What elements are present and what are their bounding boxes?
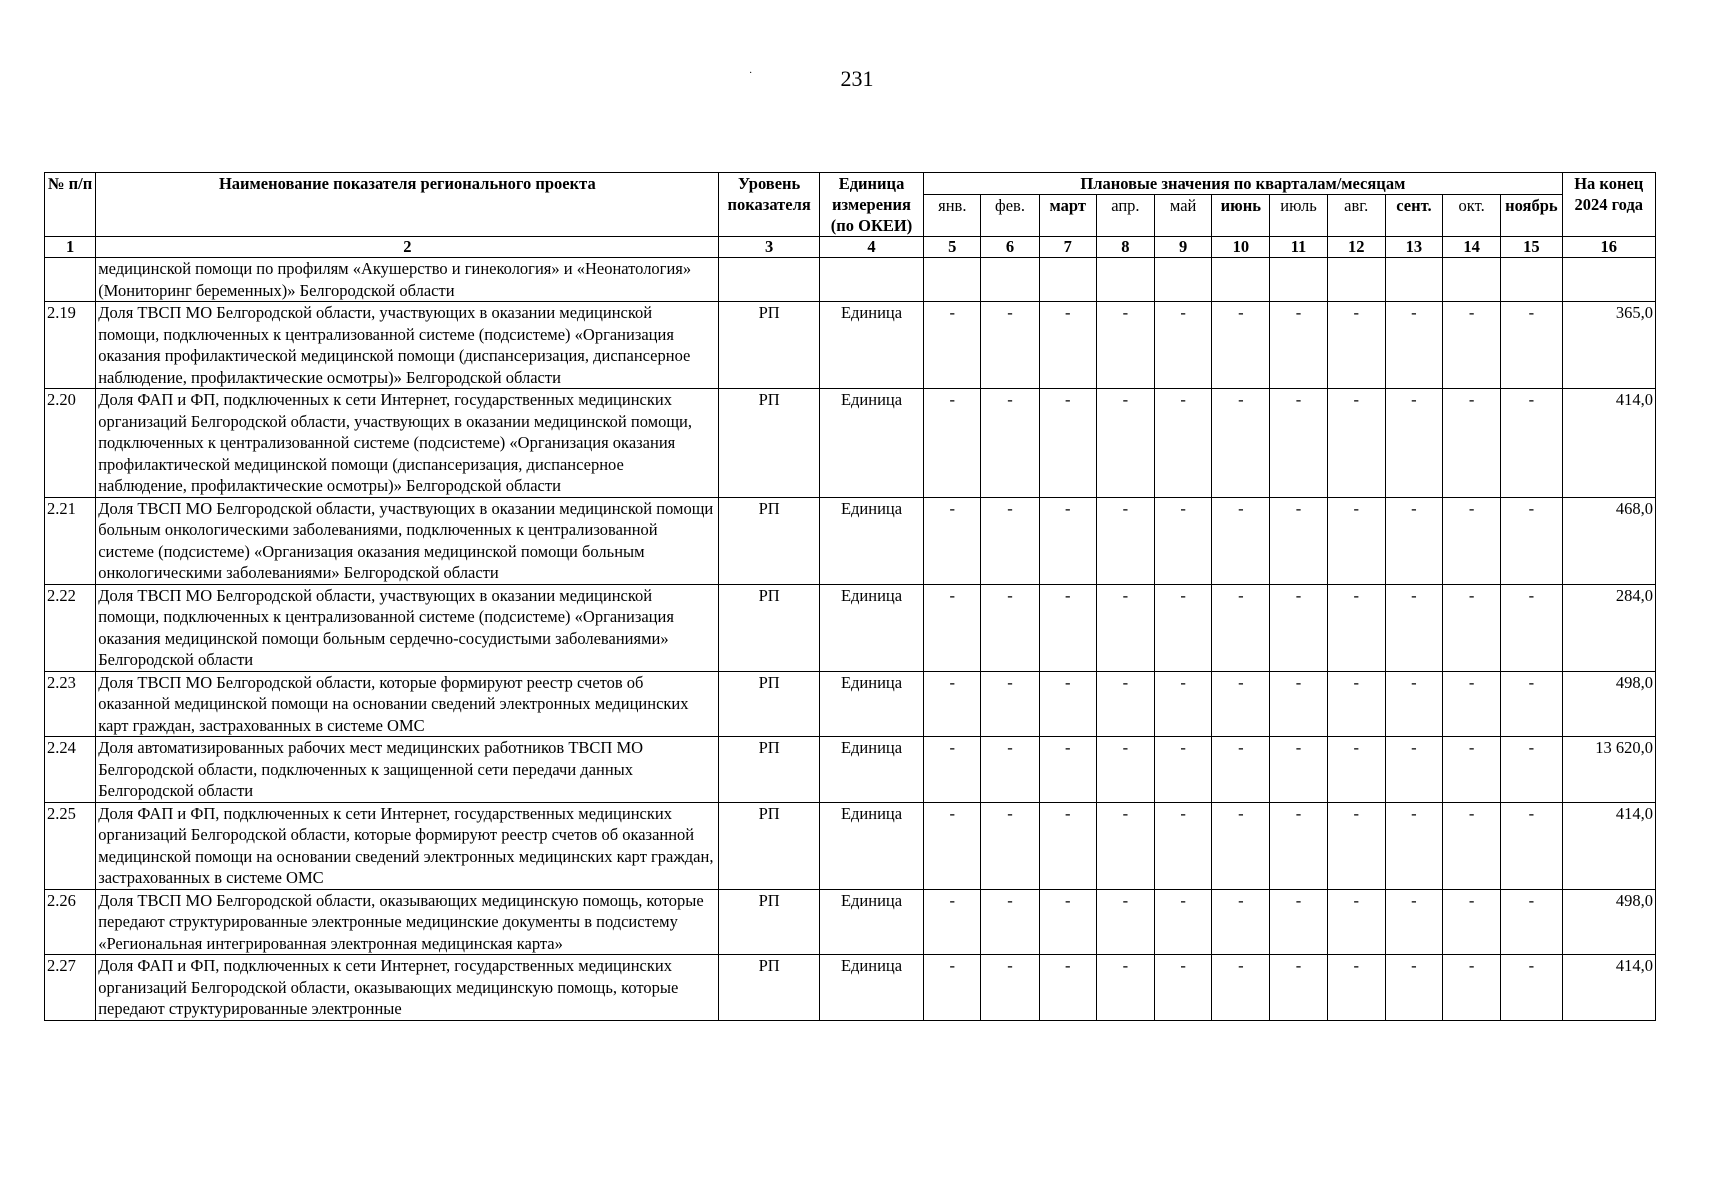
- month-value: -: [924, 737, 981, 803]
- month-value: -: [1039, 737, 1096, 803]
- month-value: -: [981, 389, 1039, 498]
- header-month: март: [1039, 195, 1096, 237]
- month-value: -: [1443, 955, 1501, 1021]
- header-unit: Единица измерения (по ОКЕИ): [819, 173, 923, 237]
- month-value: -: [1501, 955, 1562, 1021]
- header-month: май: [1155, 195, 1212, 237]
- month-value: -: [1443, 389, 1501, 498]
- month-value: -: [1270, 889, 1327, 955]
- header-month: фев.: [981, 195, 1039, 237]
- header-end: На конец 2024 года: [1562, 173, 1655, 237]
- row-number: 2.24: [45, 737, 96, 803]
- indicator-name: Доля ТВСП МО Белгородской области, которые формируют реестр счетов об оказанной медицинской помощи на основании сведений электронных медицинских карт граждан, застрахованных в системе ОМС: [96, 671, 719, 737]
- month-value: -: [1501, 737, 1562, 803]
- header-month: авг.: [1327, 195, 1385, 237]
- month-value: -: [1327, 497, 1385, 584]
- month-value: -: [1501, 889, 1562, 955]
- indicator-level: РП: [719, 955, 819, 1021]
- column-number: 7: [1039, 237, 1096, 258]
- month-value: -: [1096, 889, 1154, 955]
- month-value: -: [981, 737, 1039, 803]
- month-value: -: [1443, 302, 1501, 389]
- month-value: -: [924, 302, 981, 389]
- row-number: 2.21: [45, 497, 96, 584]
- year-end-value: 13 620,0: [1562, 737, 1655, 803]
- continuation-name: медицинской помощи по профилям «Акушерство и гинекология» и «Неонатология» (Мониторинг беременных)» Белгородской области: [96, 258, 719, 302]
- month-value: -: [1270, 584, 1327, 671]
- month-value: -: [1096, 802, 1154, 889]
- column-number: 9: [1155, 237, 1212, 258]
- month-value: -: [1270, 302, 1327, 389]
- month-value: -: [1039, 889, 1096, 955]
- month-value: -: [1327, 802, 1385, 889]
- month-value: -: [1327, 737, 1385, 803]
- month-value: -: [1155, 497, 1212, 584]
- month-value: -: [1501, 584, 1562, 671]
- month-value: -: [924, 889, 981, 955]
- year-end-value: 284,0: [1562, 584, 1655, 671]
- month-value: -: [981, 584, 1039, 671]
- month-value: -: [1155, 389, 1212, 498]
- year-end-value: 498,0: [1562, 889, 1655, 955]
- month-value: -: [1096, 389, 1154, 498]
- month-value: -: [1443, 802, 1501, 889]
- indicator-level: РП: [719, 889, 819, 955]
- header-level: Уровень показателя: [719, 173, 819, 237]
- page-number: 231: [840, 66, 874, 91]
- month-value: -: [1270, 671, 1327, 737]
- indicator-unit: Единица: [819, 737, 923, 803]
- header-planned: Плановые значения по кварталам/месяцам: [924, 173, 1562, 195]
- column-number: 6: [981, 237, 1039, 258]
- column-number: 4: [819, 237, 923, 258]
- column-number: 1: [45, 237, 96, 258]
- column-number: 5: [924, 237, 981, 258]
- table-row: [45, 955, 1656, 1021]
- month-value: -: [924, 955, 981, 1021]
- month-value: -: [1270, 389, 1327, 498]
- indicator-unit: Единица: [819, 802, 923, 889]
- column-number: 16: [1562, 237, 1655, 258]
- indicator-unit: Единица: [819, 497, 923, 584]
- month-value: -: [1270, 737, 1327, 803]
- indicator-unit: Единица: [819, 955, 923, 1021]
- header-month: ноябрь: [1501, 195, 1562, 237]
- month-value: -: [1096, 671, 1154, 737]
- month-value: -: [1501, 389, 1562, 498]
- month-value: -: [1501, 302, 1562, 389]
- column-number: 8: [1096, 237, 1154, 258]
- month-value: -: [1385, 955, 1442, 1021]
- header-name: Наименование показателя регионального проекта: [96, 173, 719, 237]
- column-number: 15: [1501, 237, 1562, 258]
- indicator-name: Доля ТВСП МО Белгородской области, участвующих в оказании медицинской помощи, подключенных к централизованной системе (подсистеме) «Организация оказания медицинской помощи больным сердечно-сосудистыми заболеваниями» Белгородской области: [96, 584, 719, 671]
- indicator-level: РП: [719, 497, 819, 584]
- column-number: 10: [1212, 237, 1270, 258]
- month-value: -: [1443, 889, 1501, 955]
- indicator-name: Доля ТВСП МО Белгородской области, участвующих в оказании медицинской помощи больным онкологическими заболеваниями, подключенных к централизованной системе (подсистеме) «Организация оказания медицинской помощи больным онкологическими заболеваниями» Белгородской области: [96, 497, 719, 584]
- indicator-level: РП: [719, 389, 819, 498]
- table-row: [45, 802, 1656, 889]
- month-value: -: [1212, 671, 1270, 737]
- month-value: -: [1327, 584, 1385, 671]
- month-value: -: [1039, 955, 1096, 1021]
- month-value: -: [1385, 389, 1442, 498]
- table-row: [45, 737, 1656, 803]
- indicator-level: РП: [719, 802, 819, 889]
- month-value: -: [1096, 302, 1154, 389]
- indicator-unit: Единица: [819, 584, 923, 671]
- indicator-level: РП: [719, 671, 819, 737]
- month-value: -: [1212, 802, 1270, 889]
- table-row: [45, 889, 1656, 955]
- row-number: 2.20: [45, 389, 96, 498]
- column-numbers-row: [45, 237, 1656, 258]
- month-value: -: [1327, 389, 1385, 498]
- year-end-value: 498,0: [1562, 671, 1655, 737]
- month-value: -: [1155, 302, 1212, 389]
- month-value: -: [1385, 802, 1442, 889]
- month-value: -: [1155, 584, 1212, 671]
- month-value: -: [1327, 889, 1385, 955]
- indicator-level: РП: [719, 737, 819, 803]
- month-value: -: [1039, 389, 1096, 498]
- row-number: 2.22: [45, 584, 96, 671]
- indicators-table: [44, 172, 1656, 1021]
- month-value: -: [981, 671, 1039, 737]
- column-number: 3: [719, 237, 819, 258]
- month-value: -: [924, 802, 981, 889]
- month-value: -: [1270, 955, 1327, 1021]
- column-number: 13: [1385, 237, 1442, 258]
- year-end-value: 414,0: [1562, 955, 1655, 1021]
- month-value: -: [924, 389, 981, 498]
- month-value: -: [981, 889, 1039, 955]
- month-value: -: [981, 802, 1039, 889]
- month-value: -: [1212, 584, 1270, 671]
- month-value: -: [924, 497, 981, 584]
- month-value: -: [1096, 955, 1154, 1021]
- header-month: июнь: [1212, 195, 1270, 237]
- row-number: 2.27: [45, 955, 96, 1021]
- year-end-value: 414,0: [1562, 802, 1655, 889]
- row-number: 2.25: [45, 802, 96, 889]
- row-number: 2.23: [45, 671, 96, 737]
- column-number: 12: [1327, 237, 1385, 258]
- month-value: -: [981, 302, 1039, 389]
- month-value: -: [1270, 802, 1327, 889]
- header-no: № п/п: [45, 173, 96, 237]
- column-number: 2: [96, 237, 719, 258]
- header-month: янв.: [924, 195, 981, 237]
- month-value: -: [1501, 802, 1562, 889]
- table-row: [45, 584, 1656, 671]
- indicator-unit: Единица: [819, 671, 923, 737]
- month-value: -: [924, 671, 981, 737]
- header-month: июль: [1270, 195, 1327, 237]
- month-value: -: [1443, 737, 1501, 803]
- indicator-name: Доля автоматизированных рабочих мест медицинских работников ТВСП МО Белгородской области, подключенных к защищенной сети передачи данных Белгородской области: [96, 737, 719, 803]
- month-value: -: [924, 584, 981, 671]
- indicator-unit: Единица: [819, 889, 923, 955]
- indicator-name: Доля ФАП и ФП, подключенных к сети Интернет, государственных медицинских организаций Белгородской области, участвующих в оказании медицинской помощи, подключенных к централизованной системе (подсистеме) «Организация оказания профилактической медицинской помощи (диспансеризация, диспансерное наблюдение, профилактические осмотры)» Белгородской области: [96, 389, 719, 498]
- month-value: -: [1327, 955, 1385, 1021]
- month-value: -: [1501, 671, 1562, 737]
- month-value: -: [1385, 737, 1442, 803]
- month-value: -: [1155, 955, 1212, 1021]
- month-value: -: [1096, 584, 1154, 671]
- month-value: -: [1039, 302, 1096, 389]
- month-value: -: [1385, 497, 1442, 584]
- row-number: 2.26: [45, 889, 96, 955]
- month-value: -: [1155, 737, 1212, 803]
- indicator-unit: Единица: [819, 389, 923, 498]
- month-value: -: [1443, 584, 1501, 671]
- indicator-name: Доля ТВСП МО Белгородской области, оказывающих медицинскую помощь, которые передают структурированные электронные медицинские документы в подсистему «Региональная интегрированная электронная медицинская карта»: [96, 889, 719, 955]
- month-value: -: [981, 497, 1039, 584]
- month-value: -: [1385, 584, 1442, 671]
- header-month: апр.: [1096, 195, 1154, 237]
- month-value: -: [1385, 889, 1442, 955]
- table-row: [45, 671, 1656, 737]
- header-month: сент.: [1385, 195, 1442, 237]
- month-value: -: [1443, 671, 1501, 737]
- table-row: [45, 302, 1656, 389]
- table-row: [45, 389, 1656, 498]
- month-value: -: [1385, 671, 1442, 737]
- month-value: -: [1327, 302, 1385, 389]
- year-end-value: 414,0: [1562, 389, 1655, 498]
- continuation-no: [45, 258, 96, 302]
- indicator-name: Доля ТВСП МО Белгородской области, участвующих в оказании медицинской помощи, подключенных к централизованной системе (подсистеме) «Организация оказания профилактической медицинской помощи (диспансеризация, диспансерное наблюдение, профилактические осмотры)» Белгородской области: [96, 302, 719, 389]
- month-value: -: [1270, 497, 1327, 584]
- year-end-value: 365,0: [1562, 302, 1655, 389]
- year-end-value: 468,0: [1562, 497, 1655, 584]
- month-value: -: [1501, 497, 1562, 584]
- indicator-level: РП: [719, 584, 819, 671]
- month-value: -: [1327, 671, 1385, 737]
- indicator-level: РП: [719, 302, 819, 389]
- header-month: окт.: [1443, 195, 1501, 237]
- month-value: -: [1212, 889, 1270, 955]
- month-value: -: [1212, 302, 1270, 389]
- month-value: -: [1155, 889, 1212, 955]
- month-value: -: [1155, 802, 1212, 889]
- month-value: -: [1039, 671, 1096, 737]
- column-number: 14: [1443, 237, 1501, 258]
- continuation-row: [45, 258, 1656, 302]
- month-value: -: [981, 955, 1039, 1021]
- indicator-name: Доля ФАП и ФП, подключенных к сети Интернет, государственных медицинских организаций Белгородской области, оказывающих медицинскую помощь, которые передают структурированные электронные: [96, 955, 719, 1021]
- month-value: -: [1155, 671, 1212, 737]
- month-value: -: [1039, 802, 1096, 889]
- month-value: -: [1443, 497, 1501, 584]
- month-value: -: [1212, 389, 1270, 498]
- month-value: -: [1096, 737, 1154, 803]
- month-value: -: [1096, 497, 1154, 584]
- table-row: [45, 497, 1656, 584]
- month-value: -: [1212, 497, 1270, 584]
- month-value: -: [1039, 497, 1096, 584]
- indicator-unit: Единица: [819, 302, 923, 389]
- column-number: 11: [1270, 237, 1327, 258]
- page-dot: ·: [749, 68, 753, 79]
- row-number: 2.19: [45, 302, 96, 389]
- month-value: -: [1039, 584, 1096, 671]
- month-value: -: [1212, 955, 1270, 1021]
- indicator-name: Доля ФАП и ФП, подключенных к сети Интернет, государственных медицинских организаций Белгородской области, которые формируют реестр счетов об оказанной медицинской помощи на основании сведений электронных медицинских карт граждан, застрахованных в системе ОМС: [96, 802, 719, 889]
- month-value: -: [1212, 737, 1270, 803]
- month-value: -: [1385, 302, 1442, 389]
